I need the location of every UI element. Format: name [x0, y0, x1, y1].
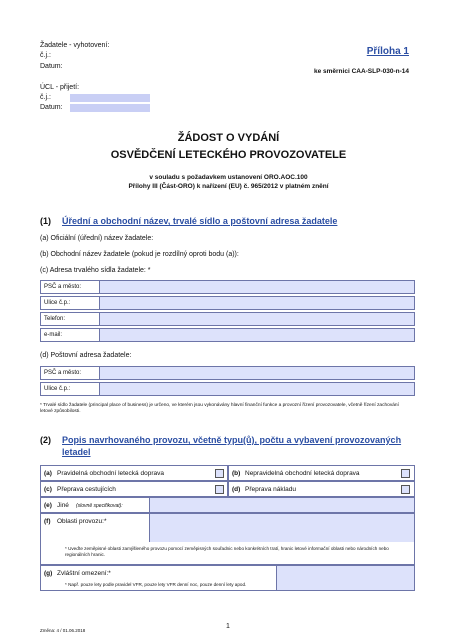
option-g-tag: (g) — [44, 570, 53, 577]
address-row-email — [40, 328, 415, 342]
address-street-field[interactable] — [99, 297, 414, 309]
postal-row-city — [40, 366, 415, 380]
section1-c-label: (c) Adresa trvalého sídla žadatele: * — [40, 267, 151, 274]
ucl-no-field[interactable] — [70, 94, 150, 102]
postal-row-street — [40, 382, 415, 396]
postal-street-label: Ulice č.p.: — [44, 386, 71, 392]
section2-heading-line1: Popis navrhovaného provozu, včetně typu(ů), počtu a vybavení provozovaných — [62, 435, 402, 445]
option-c-checkbox[interactable] — [215, 485, 224, 494]
option-b-label: Nepravidelná obchodní letecká doprava — [245, 470, 360, 477]
postal-city-label: PSČ a město: — [44, 370, 82, 376]
option-b-checkbox[interactable] — [401, 469, 410, 478]
subtitle-line1: v souladu s požadavkem ustanovení ORO.AOC.100 — [149, 174, 308, 181]
title-line1: ŽÁDOST O VYDÁNÍ — [177, 132, 280, 144]
option-b-tag: (b) — [232, 470, 241, 477]
address-email-field[interactable] — [99, 329, 414, 341]
title-line2: OSVĚDČENÍ LETECKÉHO PROVOZOVATELE — [110, 149, 347, 161]
section2-number: (2) — [40, 435, 51, 445]
section1-d-label: (d) Poštovní adresa žadatele: — [40, 352, 132, 359]
ucl-date-label: Datum: — [40, 104, 63, 111]
address-row-phone — [40, 312, 415, 326]
ucl-label: ÚCL - přijetí: — [40, 84, 80, 91]
section1-b-label: (b) Obchodní název žadatele (pokud je rozdílný oproti bodu (a)): — [40, 251, 239, 258]
option-e-tag: (e) — [44, 502, 52, 509]
option-e-label: Jiné — [57, 502, 69, 509]
option-g-note: * Např. pouze lety podle pravidel VFR, pouze lety VFR denní noc, pouze denní lety apod. — [65, 582, 247, 587]
applicant-date-label: Datum: — [40, 63, 63, 70]
option-a-checkbox[interactable] — [215, 469, 224, 478]
address-phone-label: Telefon: — [44, 316, 66, 322]
address-city-field[interactable] — [99, 281, 414, 293]
applicant-no-label: č.j.: — [40, 52, 51, 59]
option-f-cell — [40, 513, 415, 565]
postal-city-field[interactable] — [99, 367, 414, 379]
option-d-cell — [228, 481, 415, 497]
option-a-cell — [40, 465, 228, 481]
directive-label: ke směrnici CAA-SLP-030-n-14 — [313, 68, 409, 75]
section2-heading-line2: letadel — [62, 447, 91, 457]
address-phone-field[interactable] — [99, 313, 414, 325]
option-a-label: Pravidelná obchodní letecká doprava — [57, 470, 164, 477]
section1-footnote: * Trvalé sídlo žadatele (principal place of business) je určeno, ve kterém jsou vykonávány hlavní finanční funkce a provozní řízení provozovatele, včetně řízení zachování letové způsobilosti. — [40, 403, 399, 414]
option-g-label: Zvláštní omezení:* — [57, 570, 111, 577]
option-e-note: (slovně specifikovat): — [76, 503, 123, 509]
section1-number: (1) — [40, 216, 51, 226]
option-f-label: Oblasti provozu:* — [57, 518, 107, 525]
section1-heading: Úřední a obchodní název, trvalé sídlo a poštovní adresa žadatele — [62, 216, 338, 226]
option-d-tag: (d) — [232, 486, 241, 493]
address-street-label: Ulice č.p.: — [44, 300, 71, 306]
option-c-tag: (c) — [44, 486, 52, 493]
address-row-city — [40, 280, 415, 294]
page-number: 1 — [226, 623, 230, 630]
section1-a-label: (a) Oficiální (úřední) název žadatele: — [40, 235, 154, 242]
address-row-street — [40, 296, 415, 310]
option-g-cell — [40, 565, 415, 591]
annex-label: Příloha 1 — [366, 46, 409, 57]
option-f-field[interactable] — [149, 514, 414, 542]
option-f-note: * Uveďte zeměpisné oblasti zamýšleného provozu pomocí zeměpisných souřadnic nebo konkrétních tratí, hranic letové informační oblasti nebo národních nebo regionálních hranic. — [65, 546, 389, 557]
ucl-date-field[interactable] — [70, 104, 150, 112]
option-e-field[interactable] — [149, 498, 414, 512]
subtitle-line2: Přílohy III (Část-ORO) k nařízení (EU) č. 965/2012 v platném znění — [128, 183, 329, 190]
option-c-label: Přeprava cestujících — [57, 486, 116, 493]
option-d-label: Přeprava nákladu — [245, 486, 296, 493]
option-b-cell — [228, 465, 415, 481]
option-d-checkbox[interactable] — [401, 485, 410, 494]
applicant-copy-label: Žadatele - vyhotovení: — [40, 42, 110, 49]
option-e-cell — [40, 497, 415, 513]
postal-street-field[interactable] — [99, 383, 414, 395]
option-f-tag: (f) — [44, 518, 51, 525]
option-g-field[interactable] — [276, 566, 414, 590]
option-a-tag: (a) — [44, 470, 52, 477]
address-city-label: PSČ a město: — [44, 284, 82, 290]
footer-revision: Změna: 4 / 01.06.2018 — [40, 628, 86, 633]
address-email-label: e-mail: — [44, 332, 63, 338]
option-c-cell — [40, 481, 228, 497]
ucl-no-label: č.j.: — [40, 94, 51, 101]
